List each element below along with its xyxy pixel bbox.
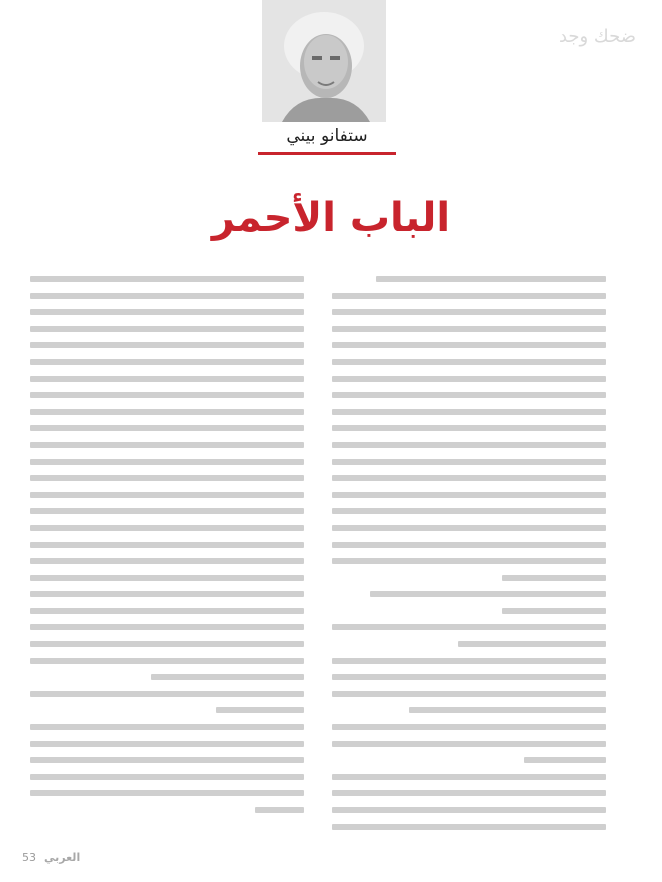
- article-title: الباب الأحمر: [211, 195, 451, 241]
- author-underline: [258, 152, 396, 155]
- author-photo-icon: [262, 0, 386, 122]
- article-column-right: [332, 276, 606, 834]
- author-portrait: [262, 0, 386, 122]
- column-tag: ضحك وجد: [558, 26, 636, 47]
- page-number: 53: [22, 850, 36, 864]
- author-name: ستفانو بيني: [286, 126, 368, 146]
- page-footer: [22, 848, 142, 866]
- magazine-name: العربي: [44, 850, 81, 864]
- article-column-left: [30, 276, 304, 834]
